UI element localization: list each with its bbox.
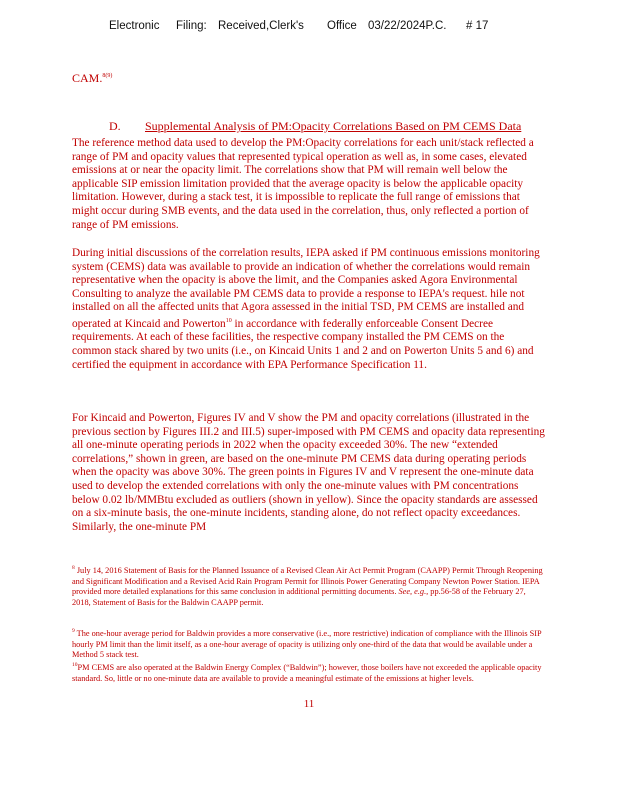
header-number: # 17 bbox=[466, 20, 489, 32]
cam-line bbox=[72, 71, 112, 86]
paragraph-2 bbox=[72, 247, 546, 372]
paragraph-2-text: During initial discussions of the correlation results, IEPA asked if PM continuous emissions monitoring system (CEMS) data was available to provide an indication of whether the correlations would remain representative when the opacity is above the limit, and the Companies asked Agora Environmental Consulting to analyze the available PM CEMS data to provide a response to IEPA's request. hile not installed on all the affected units that Agora assessed in the initial TSD, PM CEMS are installed and operated at Kincaid and Powerton bbox=[72, 247, 540, 330]
footnote-10-text: PM CEMS are also operated at the Baldwin Energy Complex (“Baldwin”); however, those boilers have not exceeded the applicable opacity standard. So, little or no one-minute data are available to provide a meaningful estimate of the emissions at higher levels. bbox=[72, 662, 542, 683]
section-letter: D. bbox=[109, 119, 121, 133]
header-date: 03/22/2024P.C. bbox=[368, 20, 447, 32]
paragraph-1: The reference method data used to develop the PM:Opacity correlations for each unit/stack reflected a range of PM and opacity values that represented typical operation as well as, in some cases, elevated emissions at or near the opacity limit. The correlations show that PM will remain well below the applicable SIP emission limitation provided that the average opacity is below the applicable opacity limitation. However, during a stack test, it is impossible to replicate the full range of emissions that might occur during SMB events, and the data used in the correlation, thus, only reflected a portion of range of PM emissions. bbox=[72, 137, 534, 231]
cam-text: CAM. bbox=[72, 71, 103, 85]
footnote-9-text: The one-hour average period for Baldwin provides a more conservative (i.e., more restrictive) indication of compliance with the Illinois SIP hourly PM limit than the limit itself, as a one-hour average of opacity is utilizing only one-third of the data that would be available under a Method 5 stack test. bbox=[72, 628, 542, 660]
header-filing: Filing: bbox=[176, 20, 207, 32]
header-office: Office bbox=[327, 20, 357, 32]
footnote-8 bbox=[72, 563, 546, 609]
paragraph-2-rest: in accordance with federally enforceable Consent Decree requirements. At each of these facilities, the respective company installed the PM CEMS on the common stack shared by two units (i.e., on Kincaid Units 1 and 2 and on Powerton Units 5 and 6) and certified the equipment in accordance with EPA Performance Specification 11. bbox=[72, 317, 534, 371]
footnote-8-mark: 8 bbox=[72, 565, 75, 571]
cam-footnote-ref: 8(9) bbox=[102, 73, 113, 79]
section-title: Supplemental Analysis of PM:Opacity Correlations Based on PM CEMS Data bbox=[145, 119, 522, 133]
footnote-8-see: See, e.g., bbox=[398, 587, 429, 597]
footnote-8-text: July 14, 2016 Statement of Basis for the Planned Issuance of a Revised Clean Air Act Permit Program (CAAPP) Permit Through Reopening and Significant Modification and a Revised Acid Rain Program Permit for Illinois Power Generating Company Newton Power Station. IEPA provided more detailed explanations for this same conclusion in additional permitting documents. bbox=[72, 565, 543, 597]
footnote-9-mark: 9 bbox=[72, 628, 75, 634]
header-electronic: Electronic bbox=[109, 20, 160, 32]
header-received: Received,Clerk's bbox=[218, 20, 304, 32]
paragraph-3: For Kincaid and Powerton, Figures IV and V show the PM and opacity correlations (illustrated in the previous section by Figures III.2 and III.5) super-imposed with PM CEMS and opacity data representing all one-minute operating periods in 2022 when the opacity exceeded 30%. The new “extended correlations,” shown in green, are based on the one-minute PM CEMS data during operating periods when the opacity was above 30%. The green points in Figures IV and V represent the one-minute data used to develop the extended correlations with only the one-minute values with PM concentrations below 0.02 lb/MMBtu excluded as outliers (shown in yellow). Since the opacity standards are assessed on a six-minute basis, the one-minute incidents, standing alone, do not reflect opacity exceedances. Similarly, the one-minute PM bbox=[72, 412, 545, 533]
footnote-10 bbox=[72, 660, 546, 684]
page-number: 11 bbox=[303, 698, 315, 710]
footnote-10-mark: 10 bbox=[72, 662, 78, 668]
footnote-8-rest: pp.56-58 of the February 27, 2018, Statement of Basis for the Baldwin CAAPP permit. bbox=[72, 587, 526, 608]
paragraph-2-footnote-ref: 10 bbox=[225, 317, 232, 324]
footnote-9 bbox=[72, 626, 546, 661]
